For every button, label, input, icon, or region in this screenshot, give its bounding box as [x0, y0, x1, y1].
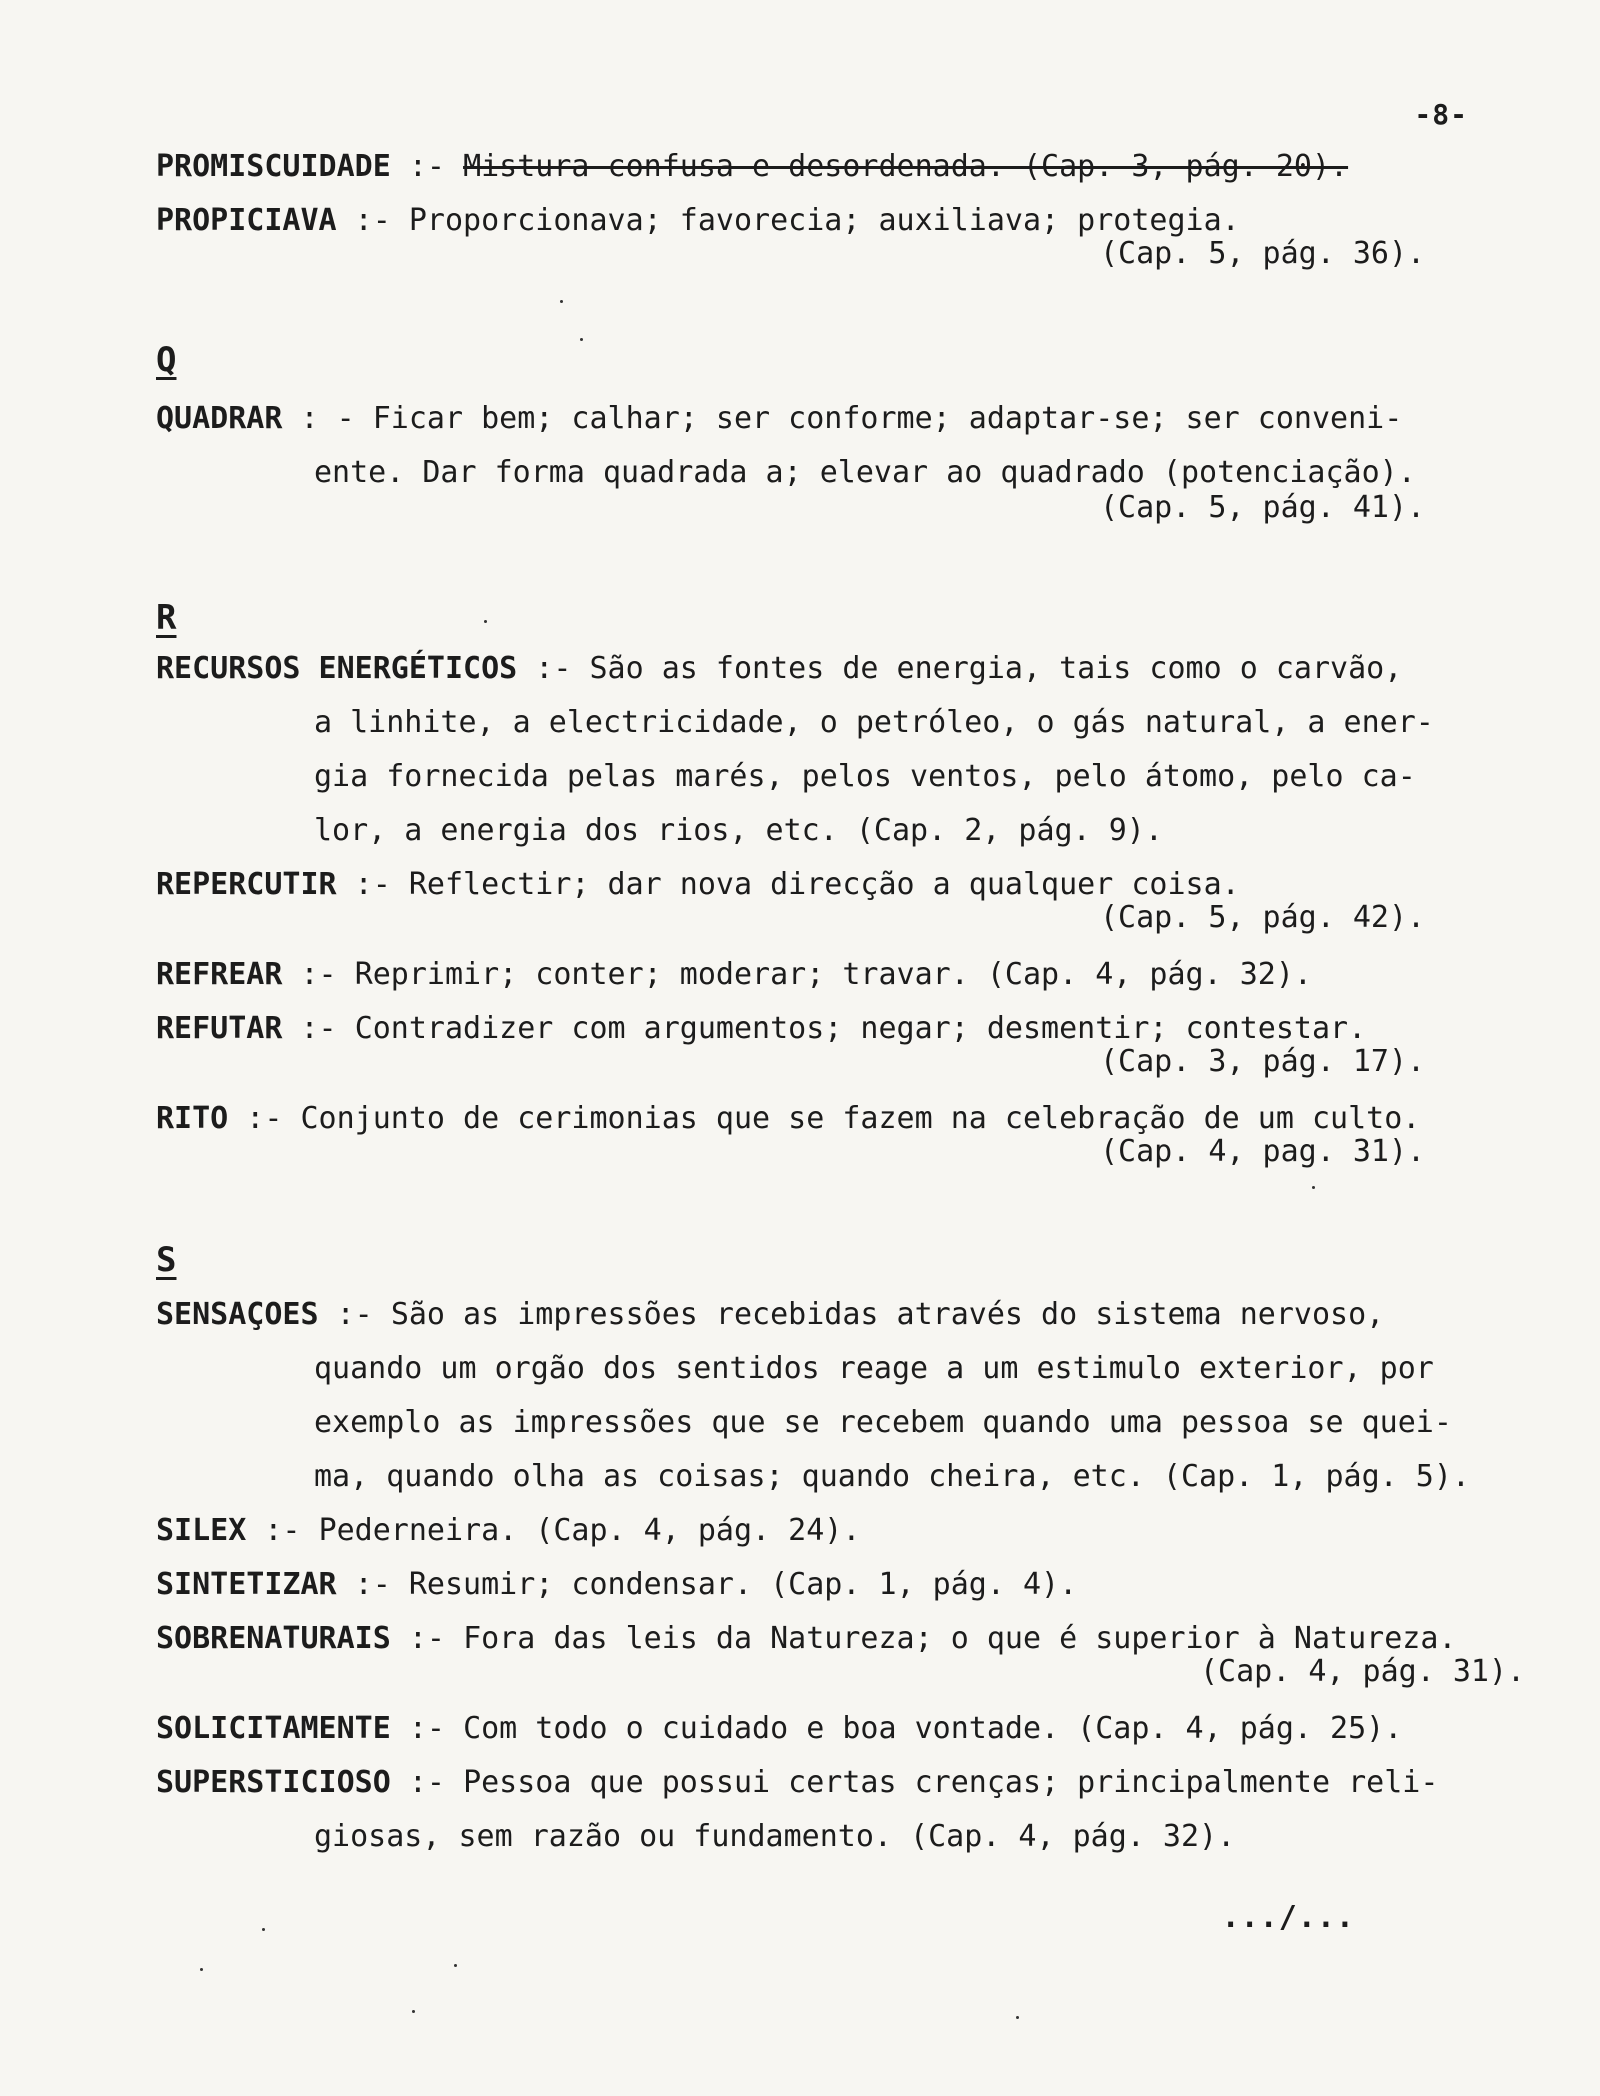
entry-definition: Resumir; condensar. (Cap. 1, pág. 4). [408, 1567, 1078, 1602]
glossary-entry [156, 642, 1576, 858]
glossary-entry [156, 1756, 1576, 1864]
entry-term: RECURSOS ENERGÉTICOS [156, 651, 518, 686]
entry-definition: Mistura confusa e desordenada. (Cap. 3, pág. 20). [463, 149, 1349, 184]
entry-term: SOBRENATURAIS [156, 1621, 391, 1656]
section-letter: S [156, 1240, 177, 1280]
entry-separator: :- [336, 867, 409, 902]
glossary-entry [156, 948, 1576, 1002]
entry-definition: Contradizer com argumentos; negar; desmentir; contestar. [354, 1011, 1367, 1046]
entry-reference: (Cap. 5, pág. 36). [1100, 236, 1426, 271]
continuation-mark: .../... [1221, 1900, 1355, 1935]
entry-definition: São as impressões recebidas através do sistema nervoso, [390, 1297, 1385, 1332]
entry-definition: Pessoa que possui certas crenças; principalmente reli- [463, 1765, 1439, 1800]
glossary-entry [156, 140, 1576, 194]
glossary-entry [156, 1702, 1576, 1756]
section-letter: R [156, 598, 177, 638]
scan-speck [560, 300, 563, 303]
entry-definition-continued: a linhite, a electricidade, o petróleo, o gás natural, a ener- [314, 705, 1434, 740]
entry-separator: :- [390, 1765, 464, 1800]
entry-term: REPERCUTIR [156, 867, 337, 902]
entry-definition-continued: gia fornecida pelas marés, pelos ventos, pelo átomo, pelo ca- [314, 759, 1416, 794]
entry-separator: :- [282, 957, 355, 992]
entry-definition: São as fontes de energia, tais como o carvão, [589, 651, 1403, 686]
glossary-entry [156, 392, 1576, 500]
entry-separator: :- [318, 1297, 391, 1332]
entry-separator: :- [282, 1011, 355, 1046]
entry-separator: :- [228, 1101, 301, 1136]
entry-term: SUPERSTICIOSO [156, 1765, 391, 1800]
entry-term: PROMISCUIDADE [156, 149, 391, 184]
entry-reference: (Cap. 5, pág. 41). [1100, 490, 1426, 525]
entry-definition-continued: giosas, sem razão ou fundamento. (Cap. 4, pág. 32). [314, 1819, 1236, 1854]
entry-reference: (Cap. 4, pag. 31). [1100, 1134, 1426, 1169]
entry-term: SINTETIZAR [156, 1567, 337, 1602]
scan-speck [1016, 2016, 1019, 2019]
glossary-entry [156, 1504, 1576, 1558]
scan-speck [454, 1964, 457, 1967]
entry-definition: Proporcionava; favorecia; auxiliava; protegia. [408, 203, 1240, 238]
entry-definition: Pederneira. (Cap. 4, pág. 24). [318, 1513, 861, 1548]
entry-separator: : - [282, 401, 373, 436]
entry-reference: (Cap. 5, pág. 42). [1100, 900, 1426, 935]
scan-speck [580, 338, 583, 341]
section-letter: Q [156, 340, 177, 380]
entry-term: PROPICIAVA [156, 203, 337, 238]
entry-term: RITO [156, 1101, 229, 1136]
entry-term: SENSAÇOES [156, 1297, 319, 1332]
entry-definition-continued: exemplo as impressões que se recebem quando uma pessoa se quei- [314, 1405, 1452, 1440]
scan-speck [412, 2010, 415, 2013]
scan-speck [200, 1968, 203, 1971]
page-number: -8- [1414, 98, 1468, 131]
entry-term: QUADRAR [156, 401, 283, 436]
entry-term: SILEX [156, 1513, 247, 1548]
entry-separator: :- [336, 203, 409, 238]
entry-definition: Com todo o cuidado e boa vontade. (Cap. 4, pág. 25). [463, 1711, 1403, 1746]
entry-reference: (Cap. 4, pág. 31). [1200, 1654, 1526, 1689]
scan-speck [484, 620, 487, 623]
entry-definition: Conjunto de cerimonias que se fazem na celebração de um culto. [300, 1101, 1421, 1136]
entry-definition-continued: ma, quando olha as coisas; quando cheira, etc. (Cap. 1, pág. 5). [314, 1459, 1470, 1494]
entry-separator: :- [336, 1567, 409, 1602]
entry-separator: :- [246, 1513, 319, 1548]
entry-term: REFUTAR [156, 1011, 283, 1046]
entry-definition: Reprimir; conter; moderar; travar. (Cap. 4, pág. 32). [354, 957, 1312, 992]
entry-definition-continued: lor, a energia dos rios, etc. (Cap. 2, pág. 9). [314, 813, 1163, 848]
glossary-entry [156, 1288, 1576, 1504]
entry-reference: (Cap. 3, pág. 17). [1100, 1044, 1426, 1079]
entry-term: REFREAR [156, 957, 283, 992]
entry-term: SOLICITAMENTE [156, 1711, 391, 1746]
scan-speck [262, 1928, 265, 1931]
entry-definition-continued: ente. Dar forma quadrada a; elevar ao quadrado (potenciação). [314, 455, 1416, 490]
entry-separator: :- [390, 1621, 464, 1656]
entry-separator: :- [390, 149, 464, 184]
scan-speck [1312, 1186, 1315, 1189]
entry-definition: Ficar bem; calhar; ser conforme; adaptar-se; ser conveni- [372, 401, 1403, 436]
entry-definition: Fora das leis da Natureza; o que é superior à Natureza. [463, 1621, 1457, 1656]
entry-definition: Reflectir; dar nova direcção a qualquer coisa. [408, 867, 1240, 902]
glossary-entry [156, 1558, 1576, 1612]
entry-separator: :- [517, 651, 590, 686]
entry-separator: :- [390, 1711, 464, 1746]
entry-definition-continued: quando um orgão dos sentidos reage a um estimulo exterior, por [314, 1351, 1434, 1386]
